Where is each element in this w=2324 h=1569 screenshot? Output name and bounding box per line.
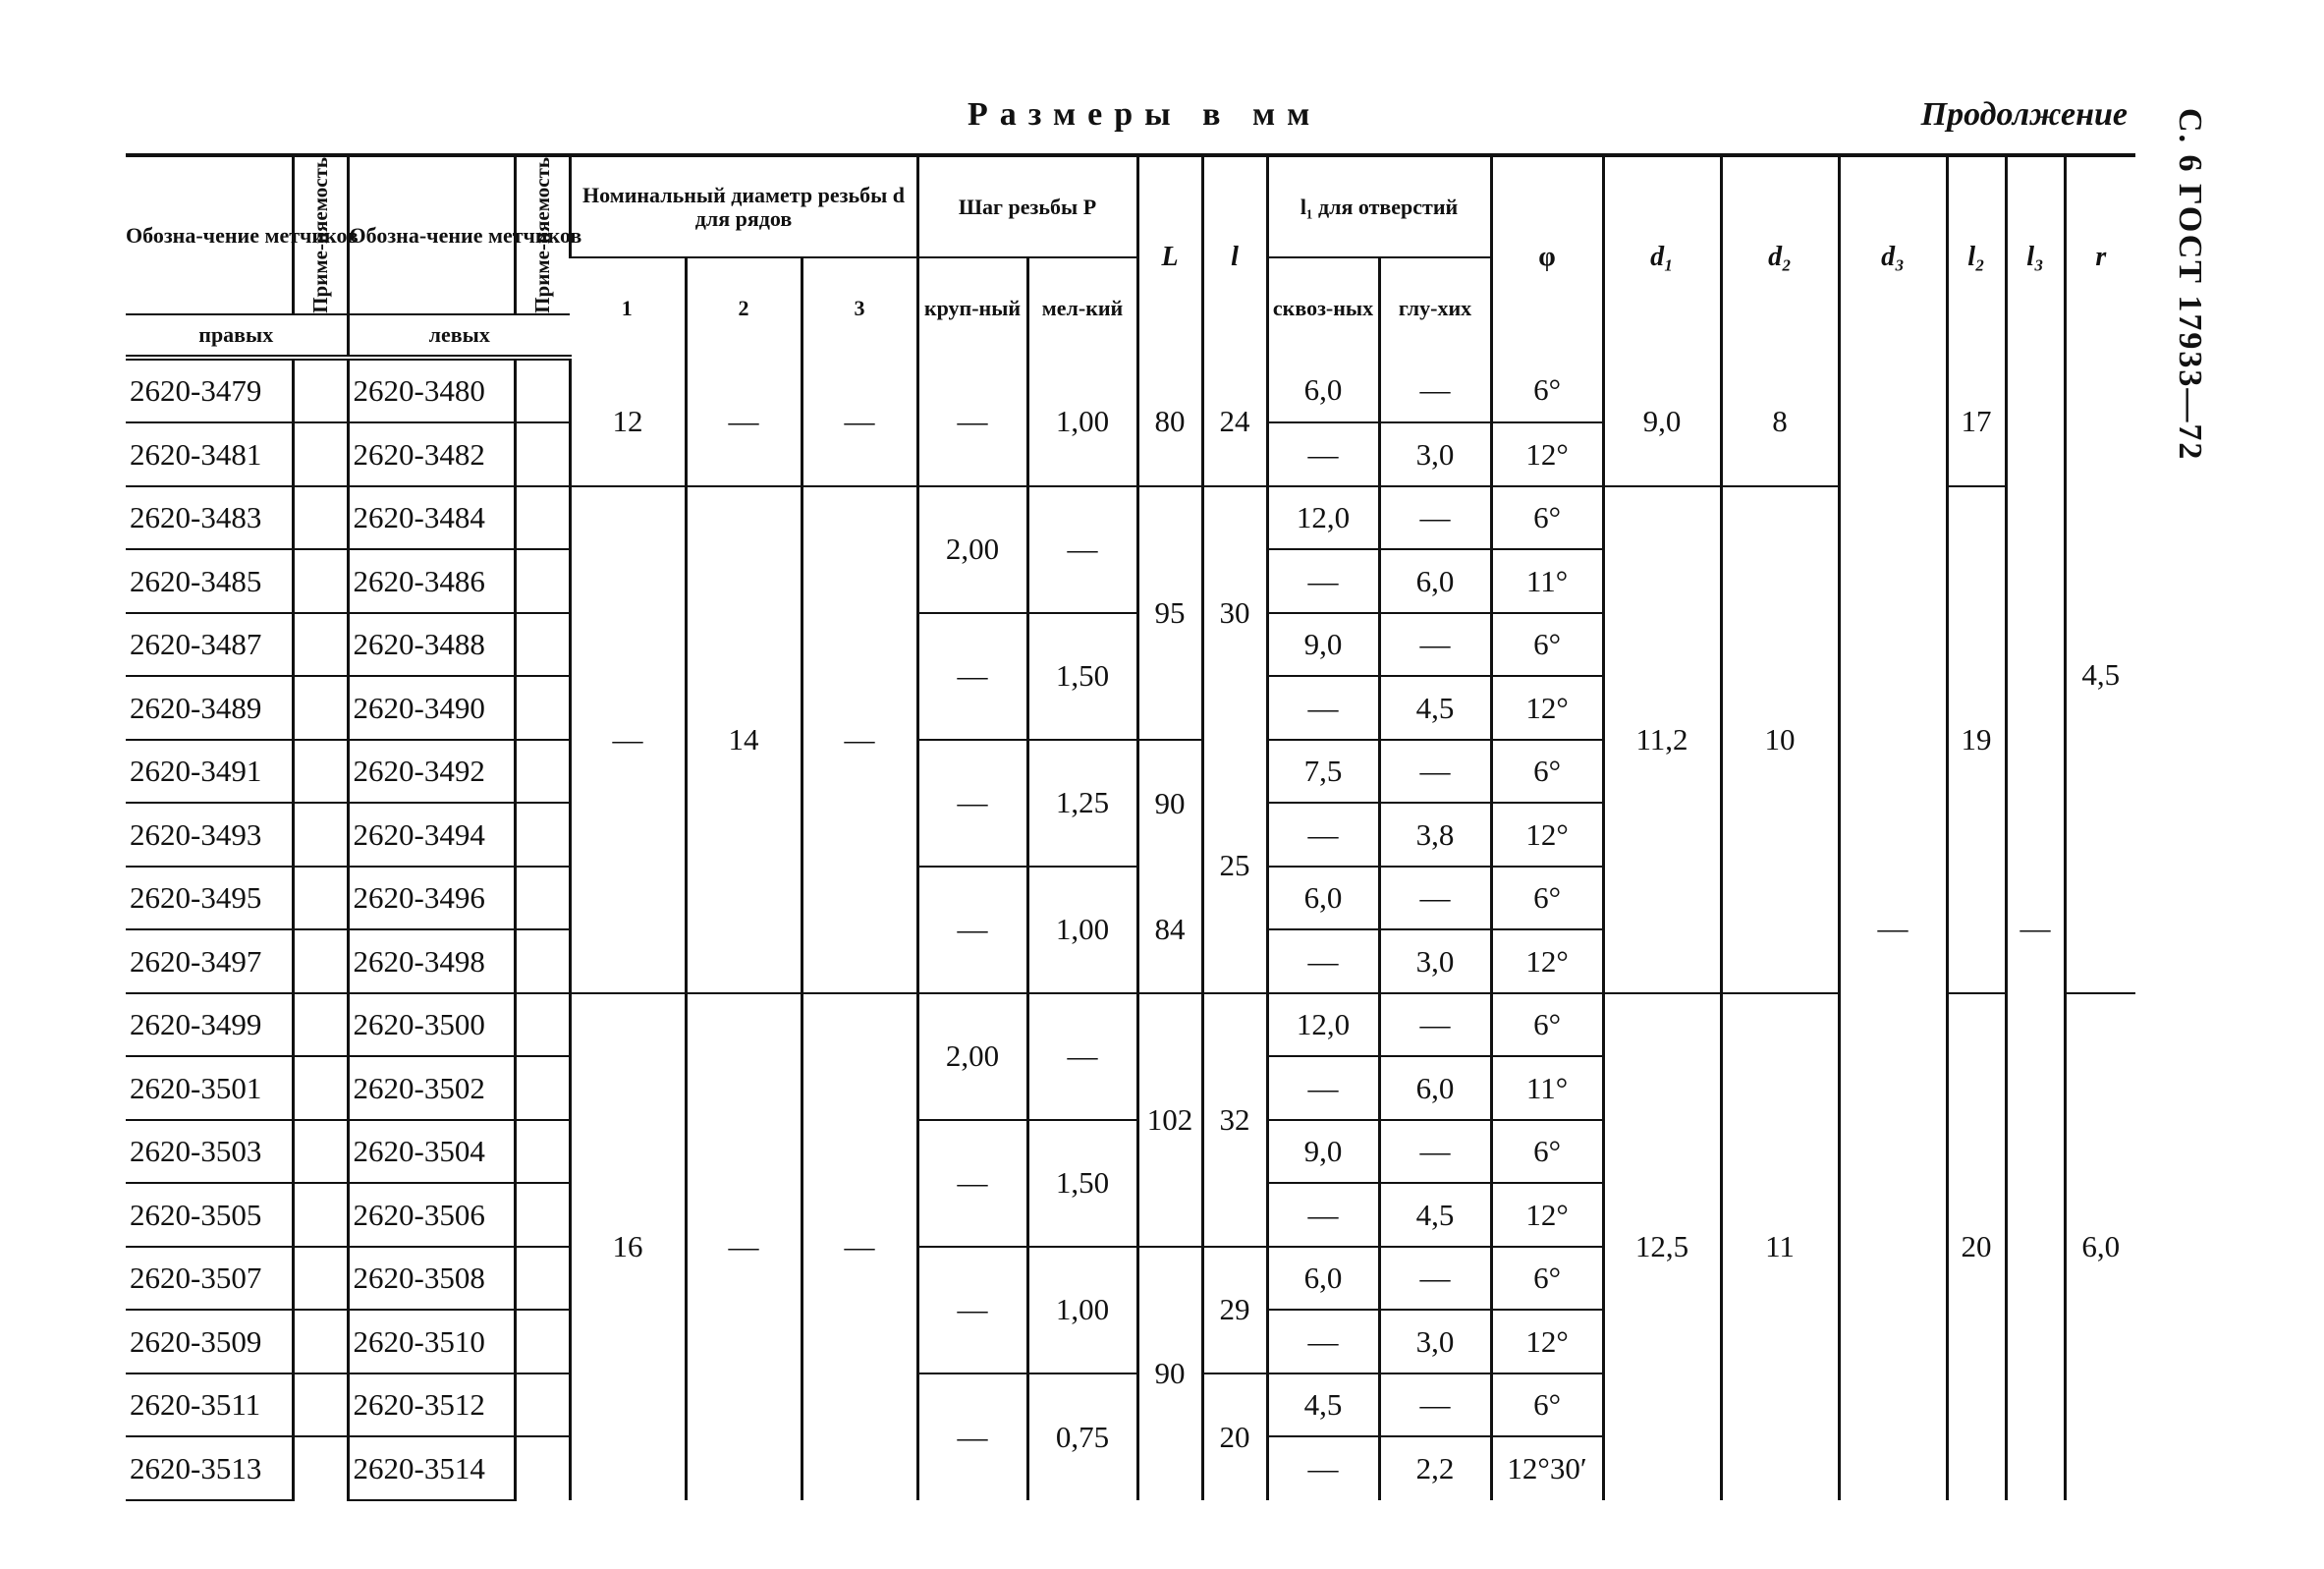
blind-value: 3,0	[1379, 929, 1491, 993]
phi-value: 6°	[1491, 1373, 1603, 1437]
applicability-cell	[293, 740, 348, 804]
right-code: 2620-3479	[126, 358, 293, 423]
right-code: 2620-3505	[126, 1183, 293, 1247]
phi-value: 12°	[1491, 803, 1603, 867]
applicability-cell	[293, 549, 348, 613]
phi-value: 12°	[1491, 929, 1603, 993]
right-code: 2620-3499	[126, 993, 293, 1057]
blind-value: —	[1379, 993, 1491, 1057]
col-left-designation: Обозна-чение метчиков	[348, 155, 515, 314]
col-d1: d₁	[1603, 155, 1721, 358]
standard-reference: С. 6 ГОСТ 17933—72	[2172, 108, 2208, 462]
l2-value: 19	[1947, 486, 2006, 993]
applicability-cell	[515, 1056, 570, 1120]
blind-value: 6,0	[1379, 1056, 1491, 1120]
left-code: 2620-3500	[348, 993, 515, 1057]
l2-value: 17	[1947, 358, 2006, 486]
l-value: 20	[1202, 1373, 1267, 1500]
applicability-cell	[515, 613, 570, 677]
left-code: 2620-3492	[348, 740, 515, 804]
applicability-cell	[515, 1310, 570, 1373]
applicability-cell	[515, 1247, 570, 1311]
phi-value: 6°	[1491, 993, 1603, 1057]
d-row2-value: —	[686, 358, 802, 486]
d2-value: 11	[1721, 993, 1839, 1500]
d-row3-value: —	[802, 358, 917, 486]
phi-value: 12°	[1491, 676, 1603, 740]
l-value: 25	[1202, 740, 1267, 993]
col-through: сквоз-ных	[1267, 257, 1379, 358]
through-value: 12,0	[1267, 993, 1379, 1057]
applicability-cell	[293, 1183, 348, 1247]
blind-value: —	[1379, 1120, 1491, 1184]
applicability-cell	[293, 422, 348, 486]
col-fine: мел-кий	[1027, 257, 1137, 358]
applicability-cell	[293, 358, 348, 423]
right-code: 2620-3511	[126, 1373, 293, 1437]
applicability-cell	[293, 676, 348, 740]
left-code: 2620-3506	[348, 1183, 515, 1247]
applicability-cell	[293, 1436, 348, 1500]
phi-value: 12°	[1491, 1310, 1603, 1373]
col-row1: 1	[570, 257, 686, 358]
applicability-cell	[515, 1436, 570, 1500]
left-code: 2620-3494	[348, 803, 515, 867]
applicability-cell	[293, 929, 348, 993]
right-code: 2620-3497	[126, 929, 293, 993]
right-code: 2620-3503	[126, 1120, 293, 1184]
d-row1-value: —	[570, 486, 686, 993]
l-value: 24	[1202, 358, 1267, 486]
left-code: 2620-3498	[348, 929, 515, 993]
blind-value: 6,0	[1379, 549, 1491, 613]
through-value: —	[1267, 1436, 1379, 1500]
blind-value: 4,5	[1379, 676, 1491, 740]
left-code: 2620-3510	[348, 1310, 515, 1373]
pitch-fine: 1,00	[1027, 1247, 1137, 1373]
applicability-cell	[515, 422, 570, 486]
left-code: 2620-3482	[348, 422, 515, 486]
applicability-cell	[293, 613, 348, 677]
phi-value: 6°	[1491, 1247, 1603, 1311]
col-pitch: Шаг резьбы P	[917, 155, 1137, 257]
l-value: 30	[1202, 486, 1267, 740]
d1-value: 12,5	[1603, 993, 1721, 1500]
phi-value: 12°	[1491, 1183, 1603, 1247]
l-value: 29	[1202, 1247, 1267, 1373]
applicability-cell	[515, 549, 570, 613]
l3-value: —	[2006, 358, 2065, 1500]
applicability-cell	[515, 993, 570, 1057]
col-left-applicability: Приме-няемость	[515, 155, 570, 314]
left-code: 2620-3488	[348, 613, 515, 677]
left-code: 2620-3514	[348, 1436, 515, 1500]
pitch-fine: 1,25	[1027, 740, 1137, 867]
applicability-cell	[515, 803, 570, 867]
blind-value: —	[1379, 1373, 1491, 1437]
blind-value: 3,0	[1379, 422, 1491, 486]
L-value: 102	[1137, 993, 1202, 1247]
L-value: 84	[1137, 867, 1202, 993]
through-value: 9,0	[1267, 613, 1379, 677]
right-code: 2620-3491	[126, 740, 293, 804]
d1-value: 11,2	[1603, 486, 1721, 993]
right-code: 2620-3483	[126, 486, 293, 550]
right-code: 2620-3495	[126, 867, 293, 930]
phi-value: 6°	[1491, 740, 1603, 804]
applicability-cell	[293, 993, 348, 1057]
right-code: 2620-3489	[126, 676, 293, 740]
col-phi: φ	[1491, 155, 1603, 358]
col-d2: d₂	[1721, 155, 1839, 358]
through-value: —	[1267, 676, 1379, 740]
L-value: 95	[1137, 486, 1202, 740]
pitch-fine: —	[1027, 993, 1137, 1120]
col-right-designation: Обозна-чение метчиков	[126, 155, 293, 314]
through-value: 6,0	[1267, 358, 1379, 423]
col-right-applicability: Приме-няемость	[293, 155, 348, 314]
pitch-coarse: —	[917, 358, 1027, 486]
pitch-fine: 1,50	[1027, 613, 1137, 740]
L-value: 90	[1137, 740, 1202, 867]
phi-value: 6°	[1491, 613, 1603, 677]
applicability-cell	[515, 1373, 570, 1437]
applicability-cell	[515, 929, 570, 993]
d-row3-value: —	[802, 486, 917, 993]
applicability-cell	[515, 867, 570, 930]
blind-value: 3,8	[1379, 803, 1491, 867]
col-left-label: левых	[348, 314, 570, 358]
phi-value: 6°	[1491, 867, 1603, 930]
left-code: 2620-3502	[348, 1056, 515, 1120]
left-code: 2620-3490	[348, 676, 515, 740]
col-l2: l₂	[1947, 155, 2006, 358]
left-code: 2620-3512	[348, 1373, 515, 1437]
d2-value: 8	[1721, 358, 1839, 486]
pitch-coarse: —	[917, 740, 1027, 867]
applicability-cell	[293, 1247, 348, 1311]
applicability-cell	[293, 486, 348, 550]
blind-value: —	[1379, 613, 1491, 677]
col-r: r	[2065, 155, 2135, 358]
blind-value: —	[1379, 740, 1491, 804]
blind-value: 2,2	[1379, 1436, 1491, 1500]
pitch-coarse: —	[917, 613, 1027, 740]
dimensions-table	[126, 153, 2135, 1501]
col-l1: l₁ для отверстий	[1267, 155, 1491, 257]
right-code: 2620-3487	[126, 613, 293, 677]
blind-value: —	[1379, 1247, 1491, 1311]
through-value: —	[1267, 803, 1379, 867]
applicability-cell	[515, 1183, 570, 1247]
applicability-cell	[293, 1310, 348, 1373]
pitch-fine: 1,50	[1027, 1120, 1137, 1247]
blind-value: —	[1379, 486, 1491, 550]
col-row2: 2	[686, 257, 802, 358]
left-code: 2620-3480	[348, 358, 515, 423]
d3-value: —	[1839, 358, 1947, 1500]
through-value: —	[1267, 549, 1379, 613]
through-value: —	[1267, 1056, 1379, 1120]
d-row2-value: 14	[686, 486, 802, 993]
applicability-cell	[515, 1120, 570, 1184]
d2-value: 10	[1721, 486, 1839, 993]
pitch-coarse: —	[917, 1120, 1027, 1247]
left-code: 2620-3484	[348, 486, 515, 550]
right-code: 2620-3513	[126, 1436, 293, 1500]
right-code: 2620-3485	[126, 549, 293, 613]
through-value: 4,5	[1267, 1373, 1379, 1437]
through-value: 7,5	[1267, 740, 1379, 804]
applicability-cell	[515, 358, 570, 423]
col-row3: 3	[802, 257, 917, 358]
phi-value: 11°	[1491, 549, 1603, 613]
pitch-fine: 0,75	[1027, 1373, 1137, 1500]
left-code: 2620-3496	[348, 867, 515, 930]
through-value: —	[1267, 929, 1379, 993]
applicability-cell	[293, 1120, 348, 1184]
col-l: l	[1202, 155, 1267, 358]
col-coarse: круп-ный	[917, 257, 1027, 358]
phi-value: 6°	[1491, 486, 1603, 550]
page-title: Размеры в мм	[968, 96, 1322, 133]
L-value: 90	[1137, 1247, 1202, 1500]
d-row1-value: 12	[570, 358, 686, 486]
applicability-cell	[293, 803, 348, 867]
blind-value: —	[1379, 867, 1491, 930]
d1-value: 9,0	[1603, 358, 1721, 486]
through-value: 6,0	[1267, 867, 1379, 930]
d-row1-value: 16	[570, 993, 686, 1500]
applicability-cell	[515, 676, 570, 740]
col-blind: глу-хих	[1379, 257, 1491, 358]
col-L: L	[1137, 155, 1202, 358]
applicability-cell	[293, 1373, 348, 1437]
l-value: 32	[1202, 993, 1267, 1247]
pitch-coarse: 2,00	[917, 486, 1027, 613]
right-code: 2620-3481	[126, 422, 293, 486]
through-value: —	[1267, 1183, 1379, 1247]
applicability-cell	[515, 740, 570, 804]
phi-value: 6°	[1491, 358, 1603, 423]
col-l3: l₃	[2006, 155, 2065, 358]
pitch-coarse: —	[917, 1247, 1027, 1373]
d-row3-value: —	[802, 993, 917, 1500]
through-value: 6,0	[1267, 1247, 1379, 1311]
r-value: 6,0	[2065, 993, 2135, 1500]
right-code: 2620-3501	[126, 1056, 293, 1120]
pitch-coarse: —	[917, 867, 1027, 993]
l2-value: 20	[1947, 993, 2006, 1500]
blind-value: 3,0	[1379, 1310, 1491, 1373]
left-code: 2620-3486	[348, 549, 515, 613]
col-nominal-diameter: Номинальный диаметр резьбы d для рядов	[570, 155, 917, 257]
applicability-cell	[515, 486, 570, 550]
L-value: 80	[1137, 358, 1202, 486]
through-value: —	[1267, 1310, 1379, 1373]
left-code: 2620-3504	[348, 1120, 515, 1184]
phi-value: 12°	[1491, 422, 1603, 486]
pitch-fine: —	[1027, 486, 1137, 613]
phi-value: 6°	[1491, 1120, 1603, 1184]
r-value: 4,5	[2065, 358, 2135, 993]
continuation-label: Продолжение	[1920, 96, 2128, 133]
through-value: 12,0	[1267, 486, 1379, 550]
right-code: 2620-3493	[126, 803, 293, 867]
phi-value: 11°	[1491, 1056, 1603, 1120]
col-right-label: правых	[126, 314, 348, 358]
pitch-fine: 1,00	[1027, 358, 1137, 486]
through-value: —	[1267, 422, 1379, 486]
pitch-fine: 1,00	[1027, 867, 1137, 993]
blind-value: —	[1379, 358, 1491, 423]
applicability-cell	[293, 867, 348, 930]
through-value: 9,0	[1267, 1120, 1379, 1184]
right-code: 2620-3509	[126, 1310, 293, 1373]
right-code: 2620-3507	[126, 1247, 293, 1311]
applicability-cell	[293, 1056, 348, 1120]
col-d3: d₃	[1839, 155, 1947, 358]
pitch-coarse: —	[917, 1373, 1027, 1500]
pitch-coarse: 2,00	[917, 993, 1027, 1120]
left-code: 2620-3508	[348, 1247, 515, 1311]
d-row2-value: —	[686, 993, 802, 1500]
phi-value: 12°30′	[1491, 1436, 1603, 1500]
blind-value: 4,5	[1379, 1183, 1491, 1247]
